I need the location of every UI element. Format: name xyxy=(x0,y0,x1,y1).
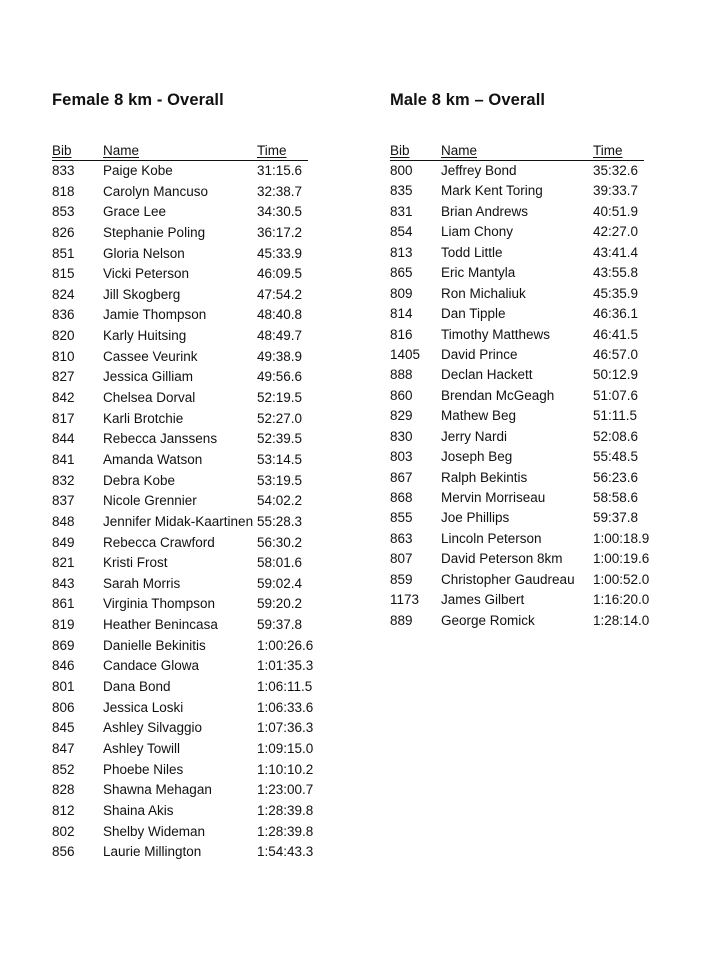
time-cell: 1:06:33.6 xyxy=(257,699,314,715)
time-cell: 51:07.6 xyxy=(593,387,639,403)
time-cell: 32:38.7 xyxy=(257,183,303,199)
bib-cell: 863 xyxy=(390,530,413,546)
result-row xyxy=(390,590,680,610)
result-row xyxy=(52,698,342,719)
time-cell: 1:16:20.0 xyxy=(593,592,650,608)
name-cell: Cassee Veurink xyxy=(103,348,198,364)
result-row xyxy=(52,182,342,203)
bib-cell: 867 xyxy=(390,469,413,485)
name-cell: Ralph Bekintis xyxy=(441,469,528,485)
bib-cell: 820 xyxy=(52,328,75,344)
time-cell: 59:37.8 xyxy=(593,510,639,526)
time-cell: 59:02.4 xyxy=(257,575,303,591)
time-cell: 45:33.9 xyxy=(257,245,303,261)
name-cell: Timothy Matthews xyxy=(441,326,551,342)
name-cell: Mathew Beg xyxy=(441,408,517,424)
bib-cell: 869 xyxy=(52,637,75,653)
time-cell: 45:35.9 xyxy=(593,285,639,301)
time-cell: 59:20.2 xyxy=(257,596,303,612)
name-cell: Eric Mantyla xyxy=(441,265,516,281)
name-cell: Karli Brotchie xyxy=(103,410,184,426)
bib-cell: 868 xyxy=(390,490,413,505)
male-results-section xyxy=(390,88,680,631)
time-cell: 39:33.7 xyxy=(593,183,639,199)
name-cell: David Prince xyxy=(441,346,518,362)
name-cell: Ron Michaliuk xyxy=(441,285,526,301)
time-cell: 49:38.9 xyxy=(257,348,303,364)
bib-cell: 832 xyxy=(52,472,75,488)
bib-cell: 865 xyxy=(390,265,413,281)
name-cell: Dana Bond xyxy=(103,679,171,695)
name-cell: Christopher Gaudreau xyxy=(441,571,575,587)
bib-header: Bib xyxy=(390,143,410,158)
name-cell: Jennifer Midak-Kaartinen xyxy=(103,513,254,529)
time-cell: 1:07:36.3 xyxy=(257,720,314,736)
time-cell: 34:30.5 xyxy=(257,204,303,220)
bib-cell: 888 xyxy=(390,367,413,383)
time-cell: 52:27.0 xyxy=(257,410,303,426)
result-row xyxy=(52,161,342,182)
name-cell: Grace Lee xyxy=(103,204,167,220)
bib-cell: 827 xyxy=(52,369,75,385)
time-cell: 40:51.9 xyxy=(593,203,639,219)
bib-cell: 855 xyxy=(390,510,413,526)
name-cell: Jessica Gilliam xyxy=(103,369,194,385)
female-header-row xyxy=(52,141,342,161)
result-row xyxy=(52,615,342,636)
bib-cell: 833 xyxy=(52,163,75,178)
time-cell: 50:12.9 xyxy=(593,367,639,383)
time-cell: 1:09:15.0 xyxy=(257,740,314,756)
time-cell: 58:01.6 xyxy=(257,555,303,571)
time-cell: 31:15.6 xyxy=(257,163,303,178)
result-row xyxy=(52,780,342,801)
bib-cell: 1173 xyxy=(390,592,420,608)
female-results-list xyxy=(52,161,342,863)
bib-cell: 815 xyxy=(52,266,75,282)
name-cell: Nicole Grennier xyxy=(103,493,197,509)
bib-cell: 847 xyxy=(52,740,75,756)
time-cell: 1:54:43.3 xyxy=(257,844,314,860)
result-row xyxy=(52,553,342,574)
time-cell: 43:55.8 xyxy=(593,265,639,281)
result-row xyxy=(390,222,680,242)
bib-cell: 856 xyxy=(52,844,75,860)
bib-cell: 846 xyxy=(52,658,75,674)
time-cell: 52:08.6 xyxy=(593,428,639,444)
time-cell: 1:28:39.8 xyxy=(257,802,314,818)
time-cell: 48:49.7 xyxy=(257,328,303,344)
result-row xyxy=(52,677,342,698)
result-row xyxy=(52,739,342,760)
bib-cell: 829 xyxy=(390,408,413,424)
name-cell: Karly Huitsing xyxy=(103,328,187,344)
time-header: Time xyxy=(593,143,623,158)
bib-cell: 816 xyxy=(390,326,413,342)
bib-cell: 806 xyxy=(52,699,75,715)
result-row xyxy=(52,223,342,244)
name-cell: Kristi Frost xyxy=(103,555,168,571)
name-cell: Shawna Mehagan xyxy=(103,782,212,798)
name-cell: Danielle Bekinitis xyxy=(103,637,206,653)
bib-cell: 801 xyxy=(52,679,75,695)
result-row xyxy=(52,429,342,450)
bib-cell: 800 xyxy=(390,163,413,178)
name-cell: Dan Tipple xyxy=(441,306,506,322)
result-row xyxy=(390,181,680,201)
name-cell: Mervin Morriseau xyxy=(441,490,546,505)
time-cell: 56:30.2 xyxy=(257,534,303,550)
time-cell: 1:01:35.3 xyxy=(257,658,314,674)
name-cell: Joseph Beg xyxy=(441,449,513,465)
name-cell: Gloria Nelson xyxy=(103,245,185,261)
name-cell: Amanda Watson xyxy=(103,451,203,467)
time-cell: 55:28.3 xyxy=(257,513,303,529)
result-row xyxy=(52,491,342,512)
result-row xyxy=(390,447,680,467)
name-cell: Joe Phillips xyxy=(441,510,510,526)
time-cell: 1:00:26.6 xyxy=(257,637,314,653)
result-row xyxy=(52,450,342,471)
result-row xyxy=(52,656,342,677)
name-cell: Rebecca Crawford xyxy=(103,534,215,550)
result-row xyxy=(52,718,342,739)
bib-cell: 849 xyxy=(52,534,75,550)
result-row xyxy=(52,533,342,554)
time-cell: 53:14.5 xyxy=(257,451,303,467)
name-cell: Debra Kobe xyxy=(103,472,176,488)
bib-cell: 861 xyxy=(52,596,75,612)
time-cell: 53:19.5 xyxy=(257,472,303,488)
bib-cell: 854 xyxy=(390,224,413,240)
bib-cell: 830 xyxy=(390,428,413,444)
time-cell: 51:11.5 xyxy=(593,408,638,424)
result-row xyxy=(52,512,342,533)
result-row xyxy=(52,264,342,285)
result-row xyxy=(52,285,342,306)
time-cell: 42:27.0 xyxy=(593,224,639,240)
name-cell: Jeffrey Bond xyxy=(441,163,517,178)
time-cell: 58:58.6 xyxy=(593,490,639,505)
name-cell: Carolyn Mancuso xyxy=(103,183,209,199)
result-row xyxy=(52,574,342,595)
time-cell: 36:17.2 xyxy=(257,224,303,240)
bib-cell: 818 xyxy=(52,183,75,199)
result-row xyxy=(52,801,342,822)
result-row xyxy=(52,760,342,781)
result-row xyxy=(390,161,680,181)
bib-cell: 835 xyxy=(390,183,413,199)
name-cell: Todd Little xyxy=(441,244,503,260)
bib-cell: 826 xyxy=(52,224,75,240)
name-cell: Ashley Silvaggio xyxy=(103,720,203,736)
name-cell: Chelsea Dorval xyxy=(103,390,196,406)
name-header: Name xyxy=(103,143,140,158)
female-results-section xyxy=(52,88,342,863)
result-row xyxy=(52,409,342,430)
time-cell: 1:23:00.7 xyxy=(257,782,314,798)
bib-cell: 819 xyxy=(52,617,75,633)
bib-header: Bib xyxy=(52,143,72,158)
bib-cell: 813 xyxy=(390,244,413,260)
bib-cell: 817 xyxy=(52,410,75,426)
bib-cell: 844 xyxy=(52,431,75,447)
male-header-row xyxy=(390,141,680,161)
name-cell: James Gilbert xyxy=(441,592,525,608)
result-row xyxy=(390,304,680,324)
name-cell: Virginia Thompson xyxy=(103,596,216,612)
result-row xyxy=(390,549,680,569)
result-row xyxy=(390,386,680,406)
bib-cell: 853 xyxy=(52,204,75,220)
result-row xyxy=(390,488,680,508)
name-cell: Jill Skogberg xyxy=(103,286,181,302)
time-cell: 54:02.2 xyxy=(257,493,303,509)
time-cell: 46:57.0 xyxy=(593,346,639,362)
time-cell: 43:41.4 xyxy=(593,244,639,260)
bib-cell: 802 xyxy=(52,823,75,839)
result-row xyxy=(390,570,680,590)
time-cell: 52:19.5 xyxy=(257,390,303,406)
result-row xyxy=(52,367,342,388)
result-row xyxy=(52,471,342,492)
bib-cell: 809 xyxy=(390,285,413,301)
time-cell: 1:06:11.5 xyxy=(257,679,313,695)
result-row xyxy=(390,427,680,447)
name-cell: Laurie Millington xyxy=(103,844,202,860)
name-cell: Phoebe Niles xyxy=(103,761,184,777)
result-row xyxy=(52,388,342,409)
bib-cell: 889 xyxy=(390,612,413,628)
bib-cell: 836 xyxy=(52,307,75,323)
name-cell: Mark Kent Toring xyxy=(441,183,543,199)
bib-cell: 807 xyxy=(390,551,413,567)
name-cell: Stephanie Poling xyxy=(103,224,206,240)
time-header: Time xyxy=(257,143,287,158)
result-row xyxy=(390,263,680,283)
time-cell: 1:10:10.2 xyxy=(257,761,314,777)
bib-cell: 852 xyxy=(52,761,75,777)
result-row xyxy=(52,594,342,615)
bib-cell: 828 xyxy=(52,782,75,798)
time-cell: 1:28:14.0 xyxy=(593,612,650,628)
male-results-list xyxy=(390,161,680,631)
result-row xyxy=(390,468,680,488)
bib-cell: 810 xyxy=(52,348,75,364)
bib-cell: 814 xyxy=(390,306,413,322)
name-header: Name xyxy=(441,143,478,158)
result-row xyxy=(390,508,680,528)
time-cell: 59:37.8 xyxy=(257,617,303,633)
bib-cell: 842 xyxy=(52,390,75,406)
time-cell: 1:00:52.0 xyxy=(593,571,650,587)
bib-cell: 831 xyxy=(390,203,413,219)
bib-cell: 812 xyxy=(52,802,75,818)
result-row xyxy=(52,636,342,657)
name-cell: Jamie Thompson xyxy=(103,307,207,323)
time-cell: 46:36.1 xyxy=(593,306,639,322)
name-cell: Brian Andrews xyxy=(441,203,529,219)
result-row xyxy=(52,202,342,223)
bib-cell: 859 xyxy=(390,571,413,587)
result-row xyxy=(390,611,680,631)
name-cell: Liam Chony xyxy=(441,224,514,240)
name-cell: Candace Glowa xyxy=(103,658,200,674)
name-cell: Paige Kobe xyxy=(103,163,173,178)
result-row xyxy=(52,305,342,326)
result-row xyxy=(390,325,680,345)
time-cell: 55:48.5 xyxy=(593,449,639,465)
result-row xyxy=(390,284,680,304)
bib-cell: 803 xyxy=(390,449,413,465)
result-row xyxy=(390,529,680,549)
name-cell: Rebecca Janssens xyxy=(103,431,218,447)
bib-cell: 848 xyxy=(52,513,75,529)
time-cell: 47:54.2 xyxy=(257,286,303,302)
name-cell: Sarah Morris xyxy=(103,575,181,591)
name-cell: Shaina Akis xyxy=(103,802,174,818)
bib-cell: 843 xyxy=(52,575,75,591)
result-row xyxy=(390,365,680,385)
time-cell: 49:56.6 xyxy=(257,369,303,385)
name-cell: Heather Benincasa xyxy=(103,617,218,633)
name-cell: George Romick xyxy=(441,612,535,628)
result-row xyxy=(390,202,680,222)
name-cell: Declan Hackett xyxy=(441,367,533,383)
result-row xyxy=(390,345,680,365)
time-cell: 1:00:19.6 xyxy=(593,551,650,567)
time-cell: 46:41.5 xyxy=(593,326,639,342)
name-cell: Brendan McGeagh xyxy=(441,387,555,403)
time-cell: 1:28:39.8 xyxy=(257,823,314,839)
name-cell: Jessica Loski xyxy=(103,699,184,715)
bib-cell: 837 xyxy=(52,493,75,509)
name-cell: David Peterson 8km xyxy=(441,551,563,567)
name-cell: Ashley Towill xyxy=(103,740,181,756)
name-cell: Vicki Peterson xyxy=(103,266,190,282)
bib-cell: 845 xyxy=(52,720,75,736)
time-cell: 35:32.6 xyxy=(593,163,639,178)
result-row xyxy=(52,244,342,265)
result-row xyxy=(52,822,342,843)
time-cell: 48:40.8 xyxy=(257,307,303,323)
bib-cell: 851 xyxy=(52,245,75,261)
time-cell: 46:09.5 xyxy=(257,266,303,282)
time-cell: 52:39.5 xyxy=(257,431,303,447)
bib-cell: 1405 xyxy=(390,346,421,362)
bib-cell: 841 xyxy=(52,451,75,467)
time-cell: 1:00:18.9 xyxy=(593,530,650,546)
female-section-title: Female 8 km - Overall xyxy=(52,91,224,109)
name-cell: Lincoln Peterson xyxy=(441,530,542,546)
bib-cell: 821 xyxy=(52,555,75,571)
result-row xyxy=(52,326,342,347)
time-cell: 56:23.6 xyxy=(593,469,639,485)
result-row xyxy=(52,842,342,863)
result-row xyxy=(390,243,680,263)
bib-cell: 860 xyxy=(390,387,413,403)
result-row xyxy=(52,347,342,368)
name-cell: Shelby Wideman xyxy=(103,823,206,839)
result-row xyxy=(390,406,680,426)
bib-cell: 824 xyxy=(52,286,75,302)
name-cell: Jerry Nardi xyxy=(441,428,508,444)
male-section-title: Male 8 km – Overall xyxy=(390,91,546,109)
